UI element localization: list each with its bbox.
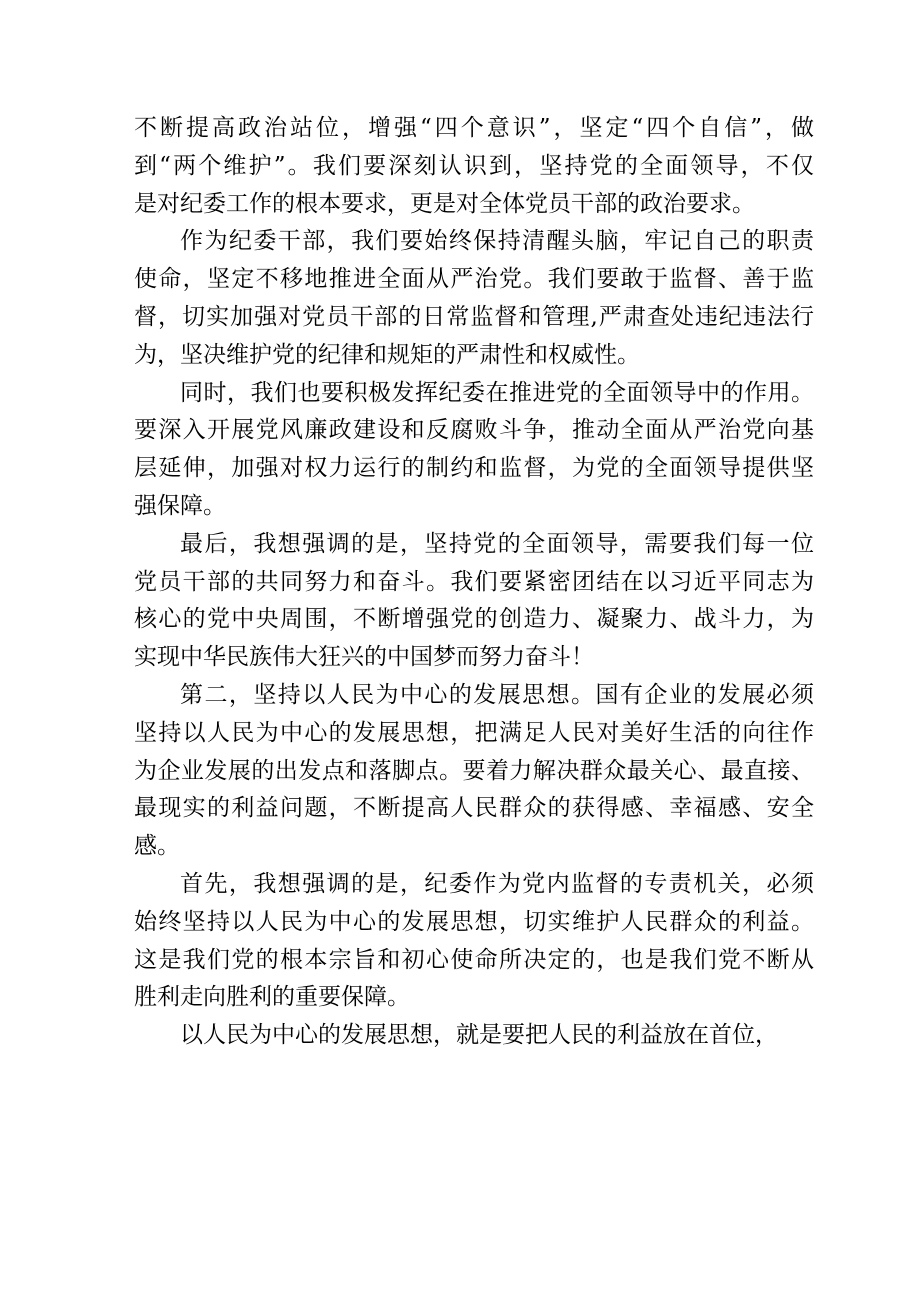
- text-line: 层延伸，加强对权力运行的制约和监督，为党的全面领导提供坚: [134, 455, 814, 482]
- text-line: 胜利走向胜利的重要保障。: [134, 984, 410, 1011]
- text-line: 实现中华民族伟大狂兴的中国梦而努力奋斗！: [134, 644, 594, 671]
- text-line: 第二，坚持以人民为中心的发展思想。国有企业的发展必须: [180, 681, 814, 708]
- text-line: 最后，我想强调的是，坚持党的全面领导，需要我们每一位: [180, 530, 814, 557]
- text-line: 坚持以人民为中心的发展思想，把满足人民对美好生活的向往作: [134, 719, 814, 746]
- text-line: 为，坚决维护党的纪律和规矩的严肃性和权威性。: [134, 341, 640, 368]
- text-line: 督，切实加强对党员干部的日常监督和管理,严肃查处违纪违法行: [134, 303, 814, 330]
- paragraph-6: [134, 866, 814, 1017]
- paragraph-4: [134, 526, 814, 677]
- text-line: 不断提高政治站位，增强“四个意识”，坚定“四个自信”，做: [134, 115, 814, 141]
- text-line: 同时，我们也要积极发挥纪委在推进党的全面领导中的作用。: [180, 379, 814, 406]
- text-line: 核心的党中央周围，不断增强党的创造力、凝聚力、战斗力，为: [134, 606, 814, 633]
- text-line: 到“两个维护”。我们要深刻认识到，坚持党的全面领导，不仅: [134, 152, 814, 179]
- text-line: 强保障。: [134, 492, 226, 519]
- text-line: 以人民为中心的发展思想，就是要把人民的利益放在首位，: [180, 1022, 778, 1049]
- text-line: 首先，我想强调的是，纪委作为党内监督的专责机关，必须: [180, 870, 814, 897]
- text-line: 是对纪委工作的根本要求，更是对全体党员干部的政治要求。: [134, 190, 755, 217]
- paragraph-1: [134, 110, 814, 223]
- text-line: 最现实的利益问题，不断提高人民群众的获得感、幸福感、安全: [134, 795, 814, 822]
- document-body: [134, 110, 814, 1055]
- text-line: 要深入开展党风廉政建设和反腐败斗争，推动全面从严治党向基: [134, 417, 814, 444]
- text-line: 感。: [134, 833, 180, 860]
- paragraph-2: [134, 223, 814, 374]
- text-line: 为企业发展的出发点和落脚点。要着力解决群众最关心、最直接、: [134, 757, 814, 784]
- text-line: 作为纪委干部，我们要始终保持清醒头脑，牢记自己的职责: [180, 228, 814, 255]
- text-line: 这是我们党的根本宗旨和初心使命所决定的，也是我们党不断从: [134, 946, 814, 973]
- paragraph-5: [134, 677, 814, 866]
- text-line: 党员干部的共同努力和奋斗。我们要紧密团结在以习近平同志为: [134, 568, 814, 595]
- paragraph-3: [134, 375, 814, 526]
- text-line: 使命，坚定不移地推进全面从严治党。我们要敢于监督、善于监: [134, 266, 814, 293]
- paragraph-7: [134, 1017, 814, 1055]
- text-line: 始终坚持以人民为中心的发展思想，切实维护人民群众的利益。: [134, 908, 814, 935]
